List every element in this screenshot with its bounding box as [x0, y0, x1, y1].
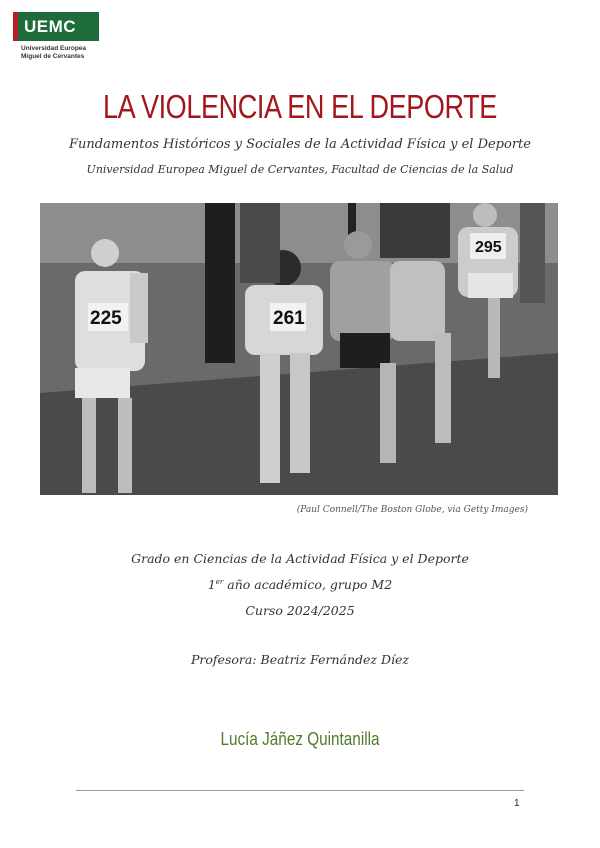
course-line: Curso 2024/2025: [245, 603, 355, 618]
photo-illustration: [40, 203, 558, 495]
uemc-logo: [13, 12, 103, 60]
photo-caption: (Paul Connell/The Boston Globe, via Getty Images): [296, 505, 528, 515]
bib-295: 295: [475, 239, 502, 256]
year-ordinal: er: [215, 577, 224, 586]
year-rest: año académico, grupo M2: [223, 577, 393, 592]
footer-rule: [76, 790, 524, 791]
professor-line: Profesora: Beatriz Fernández Díez: [191, 652, 409, 667]
page-number: 1: [514, 798, 520, 809]
logo-name-line2: Miguel de Cervantes: [21, 52, 85, 60]
logo-mark: UEMC: [13, 12, 99, 41]
author-name: Lucía Jáñez Quintanilla: [220, 729, 380, 749]
year-number: 1: [207, 577, 216, 592]
academic-year-line: [0, 577, 600, 592]
bib-261: 261: [273, 308, 305, 329]
bib-225: 225: [90, 308, 122, 329]
marathon-photo: [40, 203, 558, 495]
document-subtitle: Fundamentos Históricos y Sociales de la Actividad Física y el Deporte: [69, 137, 531, 152]
degree-line: Grado en Ciencias de la Actividad Física y el Deporte: [131, 551, 469, 566]
institution-line: Universidad Europea Miguel de Cervantes, Facultad de Ciencias de la Salud: [86, 163, 514, 176]
logo-name: [13, 45, 103, 60]
logo-name-line1: Universidad Europea: [21, 45, 87, 52]
document-title: LA VIOLENCIA EN EL DEPORTE: [103, 88, 497, 125]
